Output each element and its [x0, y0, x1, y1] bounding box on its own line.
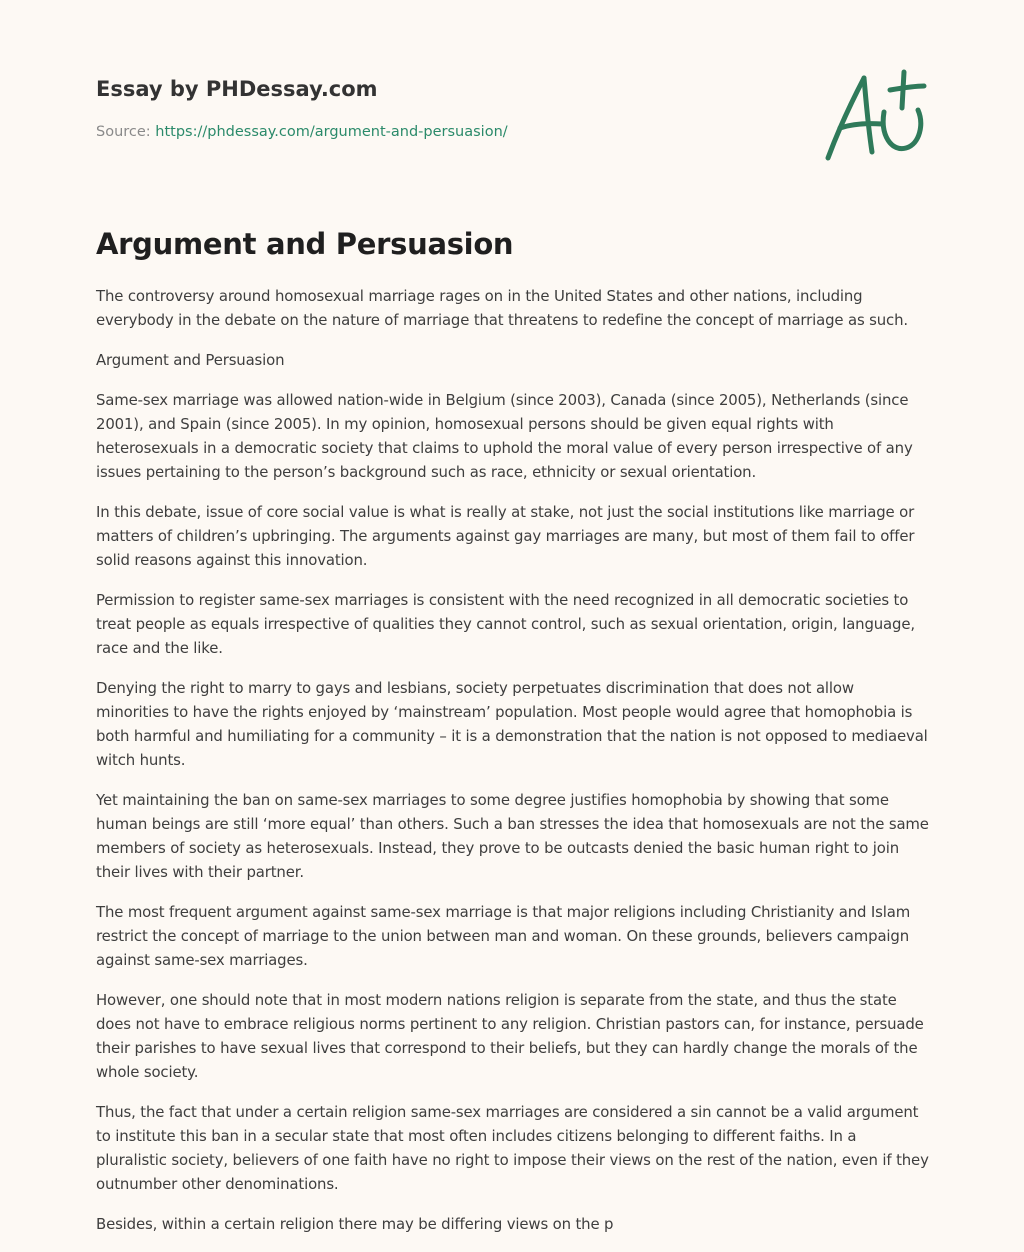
a-plus-logo-icon [820, 66, 930, 166]
article-body [96, 284, 930, 1252]
article-title: Argument and Persuasion [96, 227, 514, 261]
page-header [96, 74, 796, 142]
source-line [96, 122, 796, 142]
article-paragraph: However, one should note that in most modern nations religion is separate from the state, and thus the state does not have to embrace religious norms pertinent to any religion. Christian pastors can, for instance, persuade their parishes to have sexual lives that correspond to their beliefs, but they can hardly change the morals of the whole society. [96, 991, 924, 1081]
article-paragraph: Same-sex marriage was allowed nation-wide in Belgium (since 2003), Canada (since 2005), Netherlands (since 2001), and Spain (since 2005). In my opinion, homosexual persons should be given equal rights with heterosexuals in a democratic society that claims to uphold the moral value of every person irrespective of any issues pertaining to the person’s background such as race, ethnicity or sexual orientation. [96, 391, 913, 481]
article-paragraph: Permission to register same-sex marriages is consistent with the need recognized in all democratic societies to treat people as equals irrespective of qualities they cannot control, such as sexual orientation, origin, language, race and the like. [96, 591, 915, 657]
article-paragraph: The most frequent argument against same-sex marriage is that major religions including Christianity and Islam restrict the concept of marriage to the union between man and woman. On these grounds, believers campaign against same-sex marriages. [96, 903, 911, 969]
article-paragraph: In this debate, issue of core social value is what is really at stake, not just the social institutions like marriage or matters of children’s upbringing. The arguments against gay marriages are many, but most of them fail to offer solid reasons against this innovation. [96, 503, 915, 569]
article-paragraph: Besides, within a certain religion there may be differing views on the p [96, 1215, 614, 1233]
article-paragraph: Yet maintaining the ban on same-sex marriages to some degree justifies homophobia by showing that some human beings are still ‘more equal’ than others. Such a ban stresses the idea that homosexuals are not the same members of society as heterosexuals. Instead, they prove to be outcasts denied the basic human right to join their lives with their partner. [96, 791, 929, 881]
source-link[interactable]: https://phdessay.com/argument-and-persuasion/ [155, 124, 508, 140]
article-paragraph: Thus, the fact that under a certain religion same-sex marriages are considered a sin cannot be a valid argument to institute this ban in a secular state that most often includes citizens belonging to different faiths. In a pluralistic society, believers of one faith have no right to impose their views on the rest of the nation, even if they outnumber other denominations. [96, 1103, 929, 1193]
source-label: Source: [96, 124, 156, 140]
article-paragraph: Argument and Persuasion [96, 351, 285, 369]
article-paragraph: Denying the right to marry to gays and lesbians, society perpetuates discrimination that does not allow minorities to have the rights enjoyed by ‘mainstream’ population. Most people would agree that homophobia is both harmful and humiliating for a community – it is a demonstration that the nation is not opposed to mediaeval witch hunts. [96, 679, 928, 769]
site-brand: Essay by PHDessay.com [96, 77, 378, 101]
article-paragraph: The controversy around homosexual marriage rages on in the United States and other nations, including everybody in the debate on the nature of marriage that threatens to redefine the concept of marriage as such. [96, 287, 908, 329]
